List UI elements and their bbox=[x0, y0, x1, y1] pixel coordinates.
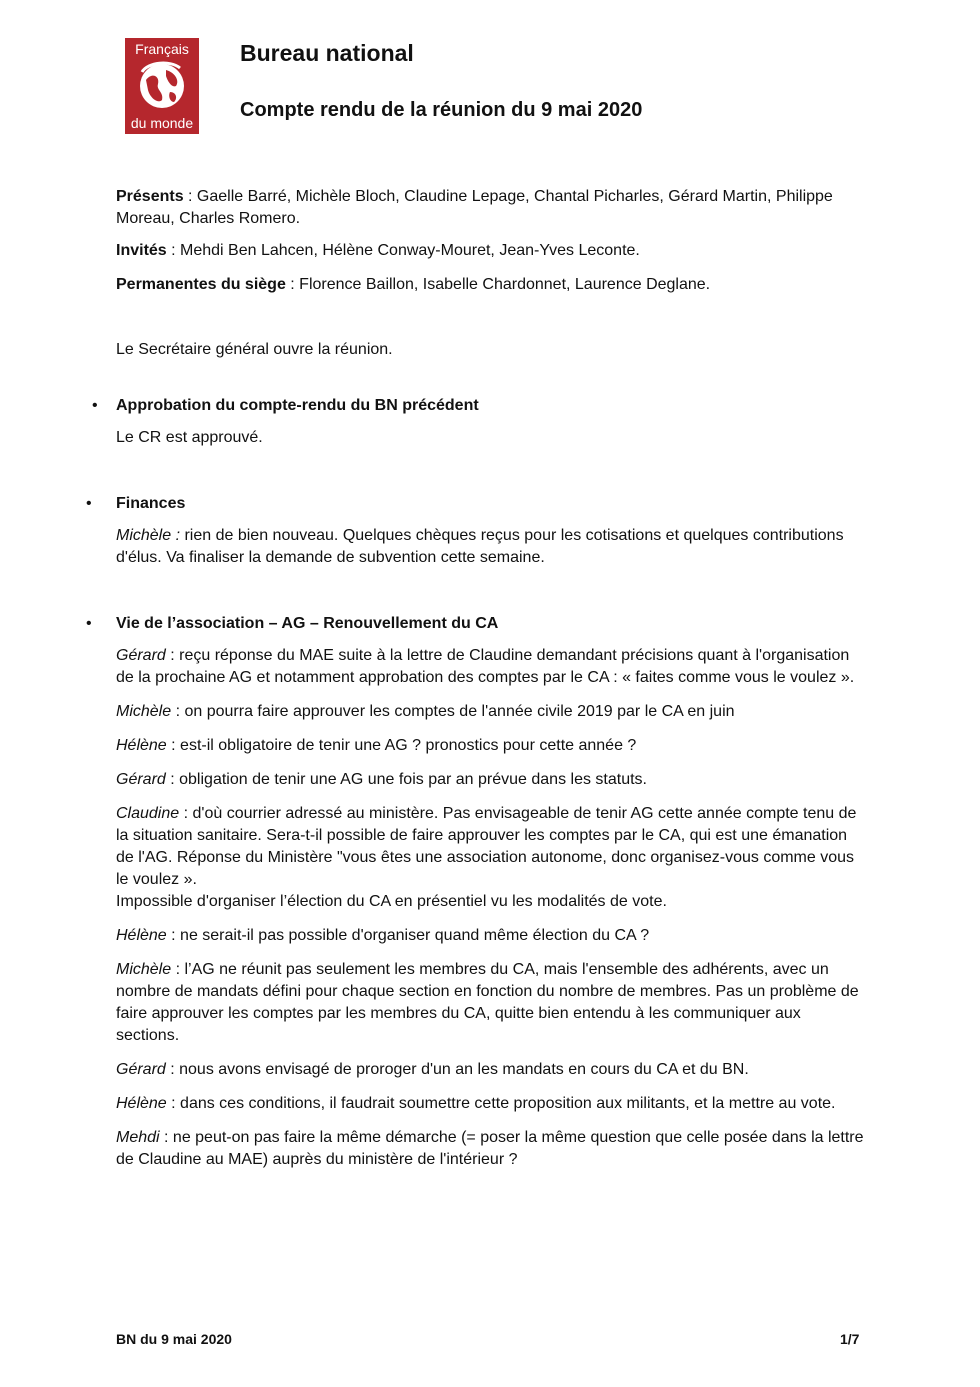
entry-text: rien de bien nouveau. Quelques chèques reçus pour les cotisations et quelques contributions d'élus. Va finaliser la demande de subvention cette semaine. bbox=[116, 527, 844, 566]
discussion-entry bbox=[116, 735, 868, 757]
entry-text: : nous avons envisagé de proroger d'un an les mandats en cours du CA et du BN. bbox=[165, 1061, 749, 1078]
staff-names: : Florence Baillon, Isabelle Chardonnet, Laurence Deglane. bbox=[285, 276, 711, 293]
attendees-staff bbox=[116, 274, 868, 296]
footer-document-label: BN du 9 mai 2020 bbox=[116, 1331, 232, 1347]
speaker-name: Gérard bbox=[116, 1061, 166, 1078]
entry-text: : est-il obligatoire de tenir une AG ? pronostics pour cette année ? bbox=[166, 737, 637, 754]
french-abroad-logo bbox=[125, 38, 199, 134]
section-association bbox=[86, 613, 868, 1171]
invited-label: Invités bbox=[116, 242, 167, 259]
bullet: • bbox=[86, 615, 92, 632]
speaker-name: Hélène bbox=[116, 737, 167, 754]
speaker-name: Hélène bbox=[116, 1095, 167, 1112]
discussion-entry bbox=[116, 959, 868, 1047]
logo-text-top: Français bbox=[135, 41, 189, 57]
entry-extra-text: Impossible d'organiser l’élection du CA en présentiel vu les modalités de vote. bbox=[116, 893, 667, 910]
discussion-entry bbox=[116, 925, 868, 947]
bullet: • bbox=[86, 495, 92, 512]
discussion-entry bbox=[116, 701, 868, 723]
discussion-entry bbox=[116, 769, 868, 791]
speaker-name: Gérard bbox=[116, 771, 166, 788]
entry-text: : on pourra faire approuver les comptes de l'année civile 2019 par le CA en juin bbox=[171, 703, 735, 720]
attendees-present bbox=[116, 186, 868, 230]
finances-entry bbox=[116, 525, 868, 569]
section-finances bbox=[86, 493, 868, 569]
page-title: Bureau national bbox=[240, 40, 414, 66]
entry-text: : reçu réponse du MAE suite à la lettre de Claudine demandant précisions quant à l'organisation de la prochaine AG et notamment approbation des comptes par le CA : « faites comme vous le voulez ». bbox=[116, 647, 855, 686]
discussion-entry bbox=[116, 803, 868, 913]
logo-text-bottom: du monde bbox=[130, 115, 194, 131]
page-subtitle: Compte rendu de la réunion du 9 mai 2020 bbox=[240, 99, 643, 121]
staff-label: Permanentes du siège bbox=[116, 276, 286, 293]
speaker-name: Michèle bbox=[116, 703, 172, 720]
section-text: Le CR est approuvé. bbox=[116, 429, 263, 446]
section-approval bbox=[92, 395, 868, 449]
present-names: : Gaelle Barré, Michèle Bloch, Claudine Lepage, Chantal Picharles, Gérard Martin, Philippe Moreau, Charles Romero. bbox=[116, 188, 833, 227]
attendees-invited bbox=[116, 240, 868, 262]
speaker-name: Gérard bbox=[116, 647, 166, 664]
speaker-name: Hélène bbox=[116, 927, 167, 944]
section-title: Finances bbox=[116, 495, 186, 512]
speaker-name: Michèle bbox=[116, 961, 172, 978]
entry-text: : l’AG ne réunit pas seulement les membres du CA, mais l'ensemble des adhérents, avec un nombre de mandats défini pour chaque section en fonction du nombre de membres. Pas un problème de faire approuver les comptes par les membres du CA, quitte bien entendu à les communiquer aux sections. bbox=[116, 961, 859, 1044]
entry-text: : ne serait-il pas possible d'organiser quand même élection du CA ? bbox=[166, 927, 650, 944]
page-number: 1/7 bbox=[840, 1331, 860, 1347]
opening-statement: Le Secrétaire général ouvre la réunion. bbox=[116, 341, 393, 358]
section-title: Approbation du compte-rendu du BN précédent bbox=[116, 397, 479, 414]
entry-text: : dans ces conditions, il faudrait soumettre cette proposition aux militants, et la mettre au vote. bbox=[166, 1095, 836, 1112]
bullet: • bbox=[92, 397, 98, 414]
document-body bbox=[86, 186, 868, 1183]
entry-text: : d'où courrier adressé au ministère. Pas envisageable de tenir AG cette année compte tenu de la situation sanitaire. Sera-t-il possible de faire approuver les comptes par le CA, qui est une émanation de l'AG. Réponse du Ministère "vous êtes une association autonome, donc organisez-vous comme vous le voulez ». bbox=[116, 805, 857, 888]
discussion-entry bbox=[116, 1059, 868, 1081]
section-title: Vie de l’association – AG – Renouvellement du CA bbox=[116, 615, 499, 632]
discussion-entry bbox=[116, 1127, 868, 1171]
globe-icon bbox=[136, 58, 188, 114]
speaker-name: Mehdi bbox=[116, 1129, 160, 1146]
entry-text: : ne peut-on pas faire la même démarche (= poser la même question que celle posée dans la lettre de Claudine au MAE) auprès du ministère de l'intérieur ? bbox=[116, 1129, 864, 1168]
speaker-name: Michèle : bbox=[116, 527, 181, 544]
entry-text: : obligation de tenir une AG une fois par an prévue dans les statuts. bbox=[165, 771, 647, 788]
discussion-entry bbox=[116, 1093, 868, 1115]
present-label: Présents bbox=[116, 188, 184, 205]
invited-names: : Mehdi Ben Lahcen, Hélène Conway-Mouret, Jean-Yves Leconte. bbox=[166, 242, 640, 259]
speaker-name: Claudine bbox=[116, 805, 180, 822]
discussion-entry bbox=[116, 645, 868, 689]
